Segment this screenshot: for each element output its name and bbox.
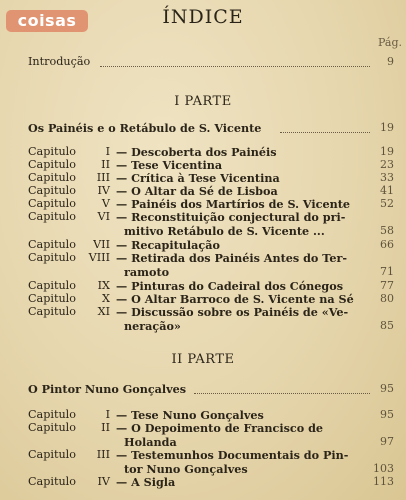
watermark-logo: coisas [6, 10, 88, 32]
toc-section-row[interactable] [28, 382, 396, 396]
chapter-number: I [105, 145, 110, 158]
toc-chapter-row[interactable] [0, 279, 406, 293]
chapter-number: III [96, 171, 110, 184]
page-number: 9 [387, 55, 394, 68]
toc-chapter-row[interactable] [0, 145, 406, 159]
page-number: 23 [380, 158, 394, 171]
chapter-title: — Painéis dos Martírios de S. Vicente [116, 197, 350, 211]
page-number: 19 [380, 145, 394, 158]
chapter-number: VIII [88, 251, 110, 264]
chapter-number: IV [97, 184, 110, 197]
chapter-title-cont: mitivo Retábulo de S. Vicente ... [124, 224, 325, 238]
page-number: 113 [373, 475, 394, 488]
toc-chapter-row[interactable] [0, 292, 406, 306]
chapter-label: Capitulo [28, 145, 76, 158]
chapter-title-cont: tor Nuno Gonçalves [124, 462, 248, 476]
chapter-label: Capitulo [28, 408, 76, 421]
toc-chapter-row[interactable] [0, 305, 406, 333]
chapter-title: — A Sigla [116, 475, 176, 489]
chapter-number: XI [97, 305, 110, 318]
page-number: 66 [380, 238, 394, 251]
section-label: Os Painéis e o Retábulo de S. Vicente [28, 121, 262, 135]
page-number: 71 [380, 265, 394, 278]
chapter-label: Capitulo [28, 448, 76, 461]
toc-chapter-row[interactable] [0, 251, 406, 279]
chapter-title-cont: Holanda [124, 435, 177, 449]
toc-chapter-row[interactable] [0, 448, 406, 476]
page-number: 97 [380, 435, 394, 448]
toc-chapter-row[interactable] [0, 158, 406, 172]
chapter-number: III [96, 448, 110, 461]
toc-chapter-row[interactable] [0, 210, 406, 238]
chapter-label: Capitulo [28, 171, 76, 184]
chapter-title: — Crítica à Tese Vicentina [116, 171, 280, 185]
page-number: 95 [380, 382, 394, 395]
chapter-label: Capitulo [28, 197, 76, 210]
chapter-label: Capitulo [28, 251, 76, 264]
chapter-label: Capitulo [28, 475, 76, 488]
chapter-number: VII [93, 238, 110, 251]
part-heading: I PARTE [174, 94, 232, 109]
toc-chapter-row[interactable] [0, 475, 406, 489]
page-number: 85 [380, 319, 394, 332]
page-number: 95 [380, 408, 394, 421]
page-title: ÍNDICE [162, 6, 244, 28]
chapter-title-cont: neração» [124, 319, 181, 333]
page-column-header: Pág. [377, 36, 402, 49]
chapter-title: — Recapitulação [116, 238, 220, 252]
chapter-title: — Tese Vicentina [116, 158, 223, 172]
chapter-title: — Reconstituição conjectural do pri- [116, 210, 346, 224]
chapter-title: — Descoberta dos Painéis [116, 145, 277, 159]
chapter-title: — O Depoimento de Francisco de [116, 421, 324, 435]
leader-dots [100, 56, 370, 67]
chapter-title: — Discussão sobre os Painéis de «Ve- [116, 305, 349, 319]
chapter-title: — Tese Nuno Gonçalves [116, 408, 264, 422]
toc-section-row[interactable] [28, 121, 396, 135]
page-number: 77 [380, 279, 394, 292]
chapter-title-cont: ramoto [124, 265, 170, 279]
page-number: 33 [380, 171, 394, 184]
chapter-label: Capitulo [28, 421, 76, 434]
chapter-number: IV [97, 475, 110, 488]
chapter-number: IX [97, 279, 110, 292]
section-label: O Pintor Nuno Gonçalves [28, 382, 187, 396]
chapter-label: Capitulo [28, 238, 76, 251]
chapter-title: — Retirada dos Painéis Antes do Ter- [116, 251, 347, 265]
chapter-title: — O Altar da Sé de Lisboa [116, 184, 278, 198]
chapter-number: II [101, 158, 110, 171]
chapter-label: Capitulo [28, 292, 76, 305]
toc-chapter-row[interactable] [0, 238, 406, 252]
chapter-number: X [102, 292, 110, 305]
chapter-title: — O Altar Barroco de S. Vicente na Sé [116, 292, 354, 306]
toc-intro-row[interactable] [28, 55, 396, 69]
page-number: 80 [380, 292, 394, 305]
leader-dots [280, 122, 370, 133]
toc-chapter-row[interactable] [0, 408, 406, 422]
page-number: 41 [380, 184, 394, 197]
chapter-label: Capitulo [28, 279, 76, 292]
chapter-title: — Pinturas do Cadeiral dos Cónegos [116, 279, 344, 293]
chapter-number: I [105, 408, 110, 421]
chapter-label: Capitulo [28, 158, 76, 171]
chapter-label: Capitulo [28, 184, 76, 197]
chapter-label: Capitulo [28, 210, 76, 223]
part-heading: II PARTE [171, 352, 235, 367]
toc-chapter-row[interactable] [0, 197, 406, 211]
chapter-label: Capitulo [28, 305, 76, 318]
toc-chapter-row[interactable] [0, 171, 406, 185]
page-number: 103 [373, 462, 394, 475]
chapter-number: II [101, 421, 110, 434]
toc-chapter-row[interactable] [0, 184, 406, 198]
toc-intro-label: Introdução [28, 55, 91, 68]
toc-chapter-row[interactable] [0, 421, 406, 449]
leader-dots [194, 383, 370, 394]
chapter-number: V [101, 197, 110, 210]
chapter-title: — Testemunhos Documentais do Pin- [116, 448, 349, 462]
page-number: 58 [380, 224, 394, 237]
page-number: 52 [380, 197, 394, 210]
page-number: 19 [380, 121, 394, 134]
chapter-number: VI [97, 210, 110, 223]
